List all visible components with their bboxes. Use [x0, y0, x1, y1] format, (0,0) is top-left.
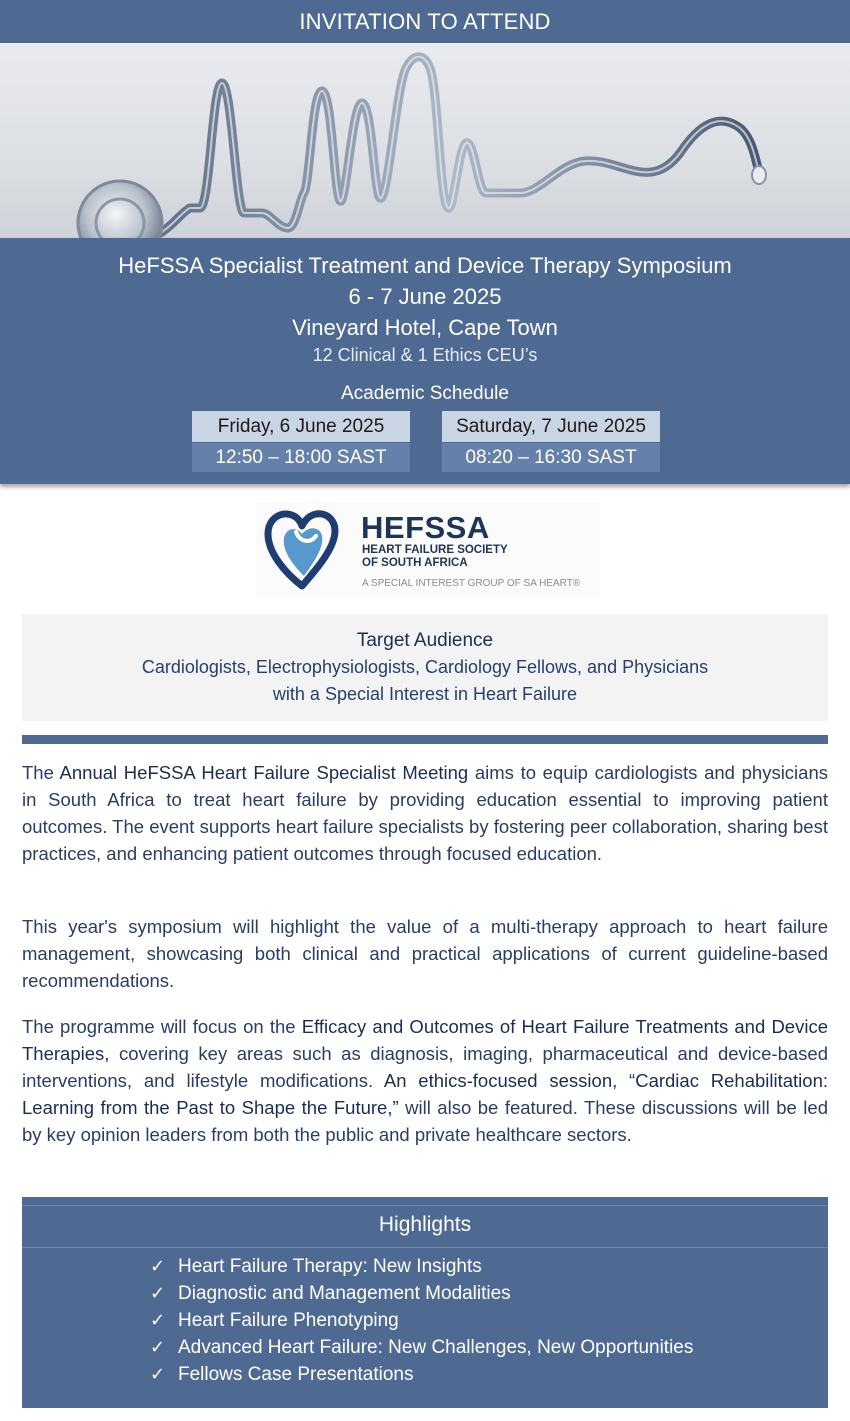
- stethoscope-heartbeat-icon: [0, 43, 850, 238]
- logo-line1: HEART FAILURE SOCIETY: [362, 544, 508, 556]
- p1-text: aims to equip cardiologists and physicians in South Africa to treat heart failure by providing education essential to improving patient outcomes. The event supports heart failure specialists by fostering peer collaboration, sharing best practices, and enhancing patient outcomes through focused education.: [22, 762, 828, 864]
- schedule-date: Friday, 6 June 2025: [192, 411, 410, 442]
- schedule-title: Academic Schedule: [341, 383, 509, 404]
- highlight-text: Advanced Heart Failure: New Challenges, New Opportunities: [178, 1337, 694, 1358]
- list-item: [150, 1253, 693, 1280]
- highlight-text: Heart Failure Therapy: New Insights: [178, 1256, 482, 1277]
- event-venue: Vineyard Hotel, Cape Town: [292, 315, 558, 340]
- target-audience-box: [22, 614, 828, 721]
- highlights-box: [22, 1197, 828, 1408]
- event-info-panel: [0, 238, 850, 484]
- event-name: HeFSSA Specialist Treatment and Device Therapy Symposium: [118, 253, 732, 278]
- schedule-date: Saturday, 7 June 2025: [442, 411, 660, 442]
- p1-text: The: [22, 762, 60, 783]
- schedule-time: 08:20 – 16:30 SAST: [442, 443, 660, 472]
- hefssa-logo: [256, 502, 600, 598]
- intro-paragraph: [22, 759, 828, 867]
- programme-paragraph: [22, 1013, 828, 1148]
- checkmark-icon: ✓: [150, 1256, 166, 1276]
- list-item: [150, 1280, 693, 1307]
- stethoscope-ecg-image: [0, 43, 850, 238]
- divider: [22, 1247, 828, 1248]
- highlights-list: [150, 1253, 693, 1388]
- list-item: [150, 1361, 693, 1388]
- checkmark-icon: ✓: [150, 1337, 166, 1357]
- ethics-session: An ethics-focused session, “Cardiac Rehabilitation: Learning from the Past to Shape the Future,”: [22, 1070, 828, 1118]
- list-item: [150, 1307, 693, 1334]
- audience-title: Target Audience: [356, 630, 494, 651]
- highlight-text: Heart Failure Phenotyping: [178, 1310, 399, 1331]
- event-dates: 6 - 7 June 2025: [348, 284, 502, 309]
- p3-text: will also be featured. These discussions will be led by key opinion leaders from both the public and private healthcare sectors.: [22, 1097, 828, 1145]
- divider: [22, 1205, 828, 1206]
- highlight-text: Fellows Case Presentations: [178, 1364, 414, 1385]
- audience-line2: with a Special Interest in Heart Failure: [272, 684, 578, 704]
- highlights-title: Highlights: [378, 1213, 472, 1236]
- schedule-day-saturday: [442, 411, 660, 472]
- logo-tagline: A SPECIAL INTEREST GROUP OF SA HEART®: [362, 578, 581, 589]
- audience-line1: Cardiologists, Electrophysiologists, Cardiology Fellows, and Physicians: [141, 657, 709, 677]
- divider: [22, 735, 828, 744]
- logo-name: HEFSSA: [361, 510, 490, 545]
- meeting-name: Annual HeFSSA Heart Failure Specialist Meeting: [59, 762, 469, 783]
- checkmark-icon: ✓: [150, 1283, 166, 1303]
- highlight-text: Diagnostic and Management Modalities: [178, 1283, 511, 1304]
- checkmark-icon: ✓: [150, 1310, 166, 1330]
- schedule-day-friday: [192, 411, 410, 472]
- p3-text: covering key areas such as diagnosis, imaging, pharmaceutical and device-based interventions, and lifestyle modifications.: [22, 1043, 828, 1091]
- programme-focus: Efficacy and Outcomes of Heart Failure Treatments and Device Therapies,: [22, 1016, 828, 1064]
- list-item: [150, 1334, 693, 1361]
- checkmark-icon: ✓: [150, 1364, 166, 1384]
- event-ceu: 12 Clinical & 1 Ethics CEU’s: [312, 345, 538, 365]
- p3-text: The programme will focus on the: [22, 1016, 302, 1037]
- schedule-time: 12:50 – 18:00 SAST: [192, 443, 410, 472]
- symposium-paragraph: This year's symposium will highlight the value of a multi-therapy approach to heart failure management, showcasing both clinical and practical applications of current guideline-based recommendations.: [22, 916, 828, 991]
- invitation-banner: INVITATION TO ATTEND: [0, 0, 850, 43]
- logo-line2: OF SOUTH AFRICA: [362, 557, 468, 569]
